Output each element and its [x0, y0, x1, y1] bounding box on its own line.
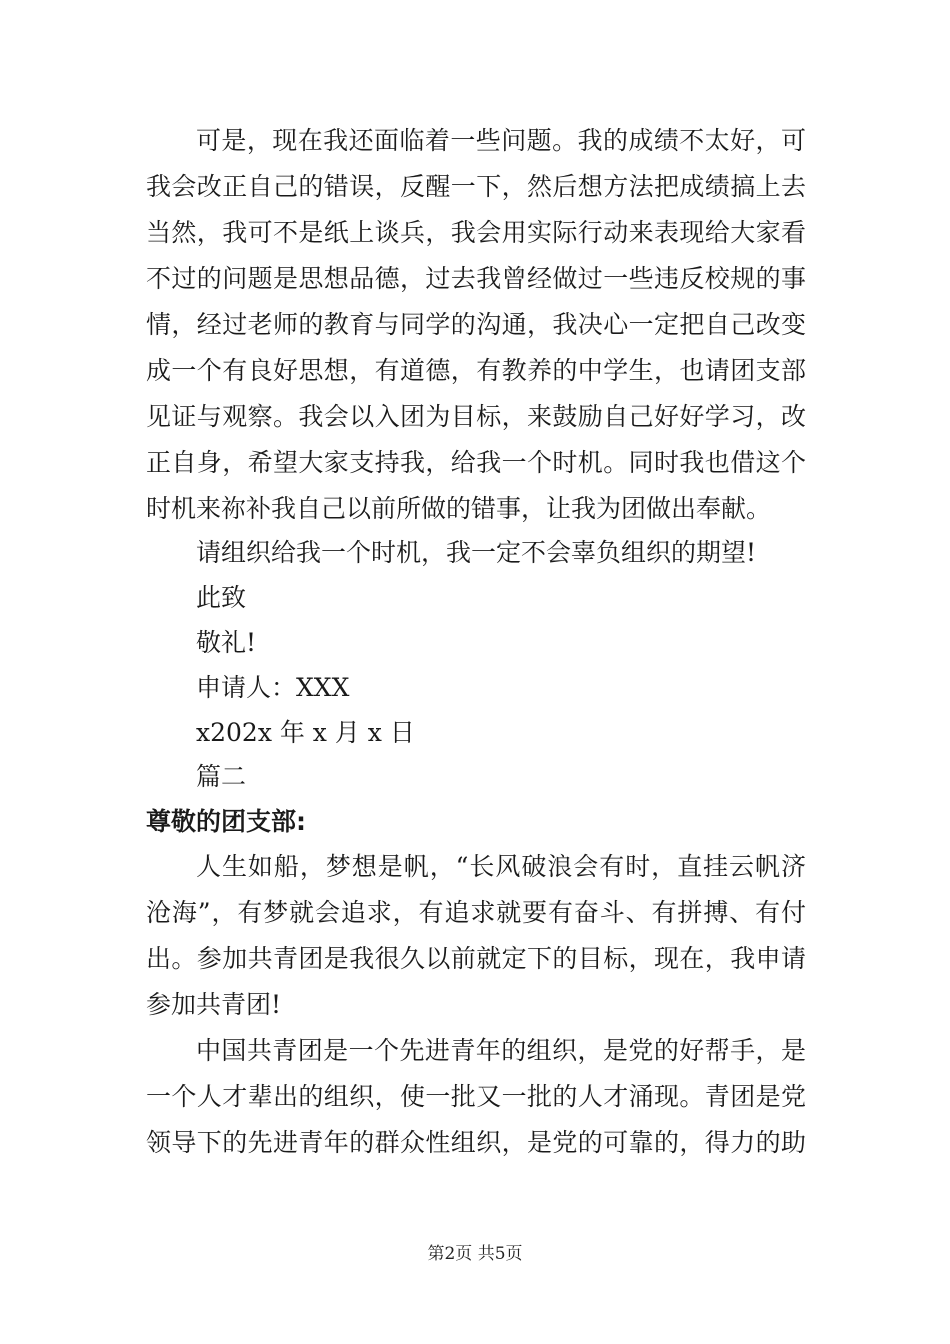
paragraph-line: 参加共青团! — [146, 990, 282, 1019]
paragraph-line: 时机来祢补我自己以前所做的错事，让我为团做出奉献。 — [146, 494, 772, 523]
request-line: 请组织给我一个时机，我一定不会辜负组织的期望! — [196, 538, 757, 567]
paragraph-line: 见证与观察。我会以入团为目标，来鼓励自己好好学习，改 — [146, 402, 806, 431]
paragraph-line: 一个人才辈出的组织，使一批又一批的人才涌现。青团是党 — [146, 1082, 806, 1111]
paragraph-line: 中国共青团是一个先进青年的组织，是党的好帮手，是 — [196, 1036, 806, 1065]
paragraph-line: 出。参加共青团是我很久以前就定下的目标，现在，我申请 — [146, 944, 806, 973]
page-footer: 第2页 共5页 — [427, 1244, 523, 1264]
paragraph-line: 人生如船，梦想是帆，“长风破浪会有时，直挂云帆济 — [196, 852, 806, 881]
paragraph-line: 当然，我可不是纸上谈兵，我会用实际行动来表现给大家看 — [146, 218, 806, 247]
paragraph-line: 成一个有良好思想，有道德，有教养的中学生，也请团支部 — [146, 356, 806, 385]
paragraph-line: 沧海”，有梦就会追求，有追求就要有奋斗、有拼搏、有付 — [146, 898, 806, 927]
applicant-line: 申请人：XXX — [196, 673, 350, 702]
paragraph-line: 可是，现在我还面临着一些问题。我的成绩不太好，可 — [196, 126, 806, 155]
closing-line: 敬礼! — [196, 628, 257, 657]
paragraph-line: 情，经过老师的教育与同学的沟通，我决心一定把自己改变 — [146, 310, 806, 339]
paragraph-line: 我会改正自己的错误，反醒一下，然后想方法把成绩搞上去 — [146, 172, 806, 201]
date-line: x202x 年 x 月 x 日 — [196, 718, 415, 747]
salutation: 尊敬的团支部: — [146, 807, 306, 836]
paragraph-line: 不过的问题是思想品德，过去我曾经做过一些违反校规的事 — [146, 264, 806, 293]
closing-line: 此致 — [196, 583, 247, 612]
paragraph-line: 领导下的先进青年的群众性组织，是党的可靠的，得力的助 — [146, 1128, 806, 1157]
section-label: 篇二 — [196, 762, 247, 791]
paragraph-line: 正自身，希望大家支持我，给我一个时机。同时我也借这个 — [146, 448, 806, 477]
